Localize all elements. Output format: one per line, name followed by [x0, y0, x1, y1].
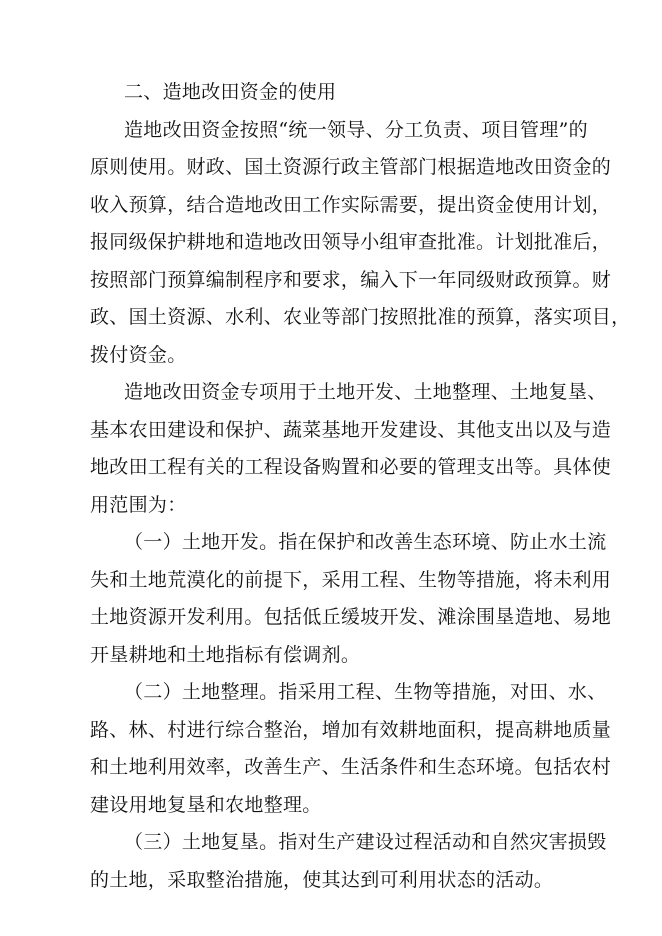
paragraph-line: 政、国土资源、水利、农业等部门按照批准的预算，落实项目， — [90, 306, 631, 328]
paragraph-line: 按照部门预算编制程序和要求，编入下一年同级财政预算。财 — [90, 269, 612, 291]
paragraph-line: 土地资源开发利用。包括低丘缓坡开发、滩涂围垦造地、易地 — [90, 606, 612, 628]
paragraph-line: 收入预算，结合造地改田工作实际需要，提出资金使用计划， — [90, 194, 612, 216]
paragraph-line: 报同级保护耕地和造地改田领导小组审查批准。计划批准后， — [90, 231, 612, 253]
paragraph-line: （一）土地开发。指在保护和改善生态环境、防止水土流 — [124, 531, 607, 553]
paragraph-line: 失和土地荒漠化的前提下，采用工程、生物等措施，将未利用 — [90, 569, 612, 591]
paragraph-line: 建设用地复垦和农地整理。 — [90, 794, 322, 816]
paragraph-line: 原则使用。财政、国土资源行政主管部门根据造地改田资金的 — [90, 156, 612, 178]
paragraph-line: 用范围为： — [90, 494, 187, 516]
paragraph-line: 基本农田建设和保护、蔬菜基地开发建设、其他支出以及与造 — [90, 419, 612, 441]
paragraph-line: （二）土地整理。指采用工程、生物等措施，对田、水、 — [124, 681, 607, 703]
paragraph-line: 拨付资金。 — [90, 344, 187, 366]
paragraph-line: 的土地，采取整治措施，使其达到可利用状态的活动。 — [90, 869, 554, 891]
section-heading: 二、造地改田资金的使用 — [124, 81, 337, 103]
paragraph-line: 地改田工程有关的工程设备购置和必要的管理支出等。具体使 — [90, 456, 612, 478]
paragraph-line: （三）土地复垦。指对生产建设过程活动和自然灾害损毁 — [124, 831, 607, 853]
paragraph-line: 路、林、村进行综合整治，增加有效耕地面积，提高耕地质量 — [90, 719, 612, 741]
paragraph-line: 开垦耕地和土地指标有偿调剂。 — [90, 644, 361, 666]
paragraph-line: 造地改田资金按照“统一领导、分工负责、项目管理”的 — [124, 119, 588, 141]
paragraph-line: 和土地利用效率，改善生产、生活条件和生态环境。包括农村 — [90, 756, 612, 778]
paragraph-line: 造地改田资金专项用于土地开发、土地整理、土地复垦、 — [124, 381, 607, 403]
